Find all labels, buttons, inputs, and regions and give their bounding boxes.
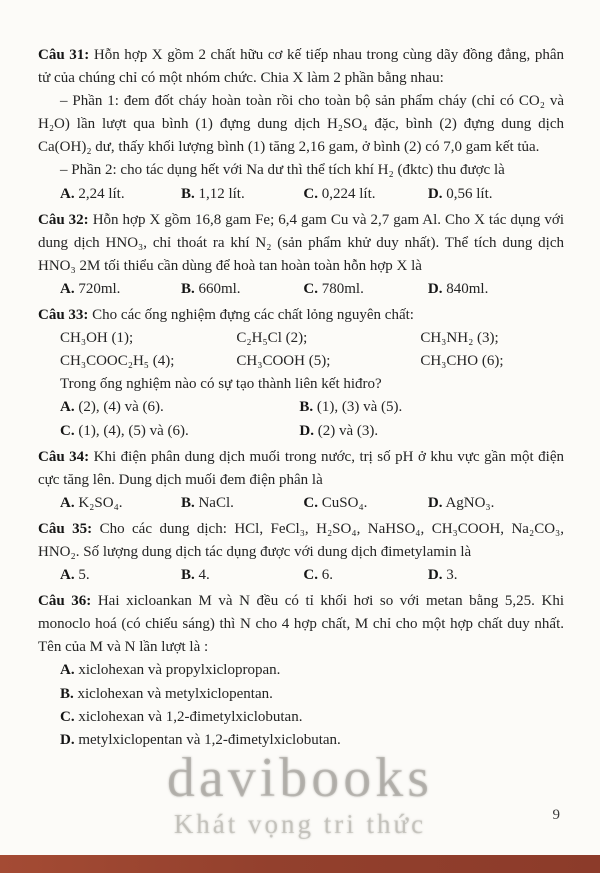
chemical-3: CH₃NH₂ (3); — [420, 330, 499, 347]
question-35-head — [38, 518, 564, 564]
question-31-option-a: A. 2,24 lít. — [60, 185, 125, 202]
question-32-option-b: B. 660ml. — [180, 280, 241, 297]
question-36-head — [38, 590, 564, 659]
question-31-option-c: C. 0,224 lít. — [303, 185, 376, 202]
question-35-number: Câu 35: — [38, 520, 93, 537]
question-31-option-d: D. 0,56 lít. — [427, 185, 493, 202]
question-32-option-c: C. 780ml. — [303, 280, 364, 297]
question-34-option-d: D. AgNO₃. — [427, 494, 495, 511]
watermark-title: davibooks — [166, 747, 434, 809]
question-34-option-b: B. NaCl. — [180, 494, 234, 511]
question-35-option-c: C. 6. — [303, 567, 334, 584]
question-35-options — [38, 564, 564, 587]
question-35-option-d: D. 3. — [427, 567, 458, 584]
question-32-head — [38, 209, 564, 278]
question-34 — [38, 446, 564, 515]
chemical-5: CH₃COOH (5); — [236, 353, 331, 370]
question-35-option-a: A. 5. — [60, 567, 90, 584]
question-33-option-c: C. (1), (4), (5) và (6). — [60, 422, 189, 439]
question-31-options — [38, 183, 564, 206]
question-35 — [38, 518, 564, 587]
question-36-option-a: A. xiclohexan và propylxiclopropan. — [60, 662, 281, 679]
question-32-body: Hỗn hợp X gồm 16,8 gam Fe; 6,4 gam Cu và 2,7 gam Al. Cho X tác dụng với dung dịch HNO₃, chỉ thoát ra khí N₂ (sản phẩm khử duy nhất). Thể tích dung dịch HNO₃ 2M tối thiểu cần dùng để hoà tan hoàn toàn hỗn hợp X là — [38, 211, 565, 274]
chemical-2: C₂H₅Cl (2); — [236, 330, 308, 347]
watermark-subtitle: Khát vọng tri thức — [173, 809, 427, 839]
question-31 — [38, 44, 564, 206]
question-36-option-d: D. metylxiclopentan và 1,2-đimetylxiclobutan. — [60, 731, 341, 748]
question-36 — [38, 590, 564, 752]
question-33-head — [38, 304, 564, 327]
publisher-watermark — [0, 747, 600, 840]
question-32-options — [38, 278, 564, 301]
question-32-option-d: D. 840ml. — [427, 280, 489, 297]
question-31-part-1: – Phần 1: đem đốt cháy hoàn toàn rồi cho toàn bộ sản phẩm cháy (chỉ có CO₂ và H₂O) lần lượt qua bình (1) đựng dung dịch H₂SO₄ đặc, bình (2) đựng dung dịch Ca(OH)₂ dư, thấy khối lượng bình (1) tăng 2,16 gam, ở bình (2) có 7,0 gam kết tủa. — [38, 93, 564, 156]
question-33-option-b: B. (1), (3) và (5). — [299, 399, 403, 416]
footer-decoration-bar — [0, 855, 600, 873]
question-33-subquestion: Trong ống nghiệm nào có sự tạo thành liên kết hiđro? — [60, 376, 382, 393]
question-34-body: Khi điện phân dung dịch muối trong nước, trị số pH ở khu vực gần một điện cực tăng lên. Dung dịch muối đem điện phân là — [38, 448, 564, 488]
page-number: 9 — [552, 807, 560, 823]
question-33-body: Cho các ống nghiệm đựng các chất lỏng nguyên chất: — [92, 307, 414, 324]
chemical-6: CH₃CHO (6); — [420, 353, 504, 370]
question-33-number: Câu 33: — [38, 307, 89, 324]
question-31-number: Câu 31: — [38, 47, 90, 63]
page-content — [38, 44, 564, 755]
question-36-number: Câu 36: — [38, 593, 92, 610]
question-34-option-c: C. CuSO₄. — [303, 494, 368, 511]
question-31-head — [38, 44, 564, 90]
question-31-body: Hỗn hợp X gồm 2 chất hữu cơ kế tiếp nhau trong cùng dãy đồng đẳng, phân tử của chúng chỉ có một nhóm chức. Chia X làm 2 phần bằng nhau: — [38, 47, 565, 87]
question-34-number: Câu 34: — [38, 448, 90, 465]
question-36-option-b: B. xiclohexan và metylxiclopentan. — [60, 685, 273, 702]
question-35-body: Cho các dung dịch: HCl, FeCl₃, H₂SO₄, NaHSO₄, CH₃COOH, Na₂CO₃, HNO₂. Số lượng dung dịch tác dụng được với dung dịch đimetylamin là — [38, 520, 565, 560]
question-33-chemical-list — [38, 327, 564, 373]
question-36-body: Hai xicloankan M và N đều có tỉ khối hơi so với metan bằng 5,25. Khi monoclo hoá (có chiếu sáng) thì N cho 4 hợp chất, M chỉ cho một hợp chất duy nhất. Tên của M và N lần lượt là : — [38, 593, 564, 656]
chemical-4: CH₃COOC₂H₅ (4); — [60, 353, 175, 370]
question-32-number: Câu 32: — [38, 211, 89, 228]
chemical-1: CH₃OH (1); — [60, 330, 134, 347]
question-34-options — [38, 492, 564, 515]
question-32-option-a: A. 720ml. — [60, 280, 121, 297]
question-31-part-2: – Phần 2: cho tác dụng hết với Na dư thì thể tích khí H₂ (đktc) thu được là — [60, 162, 505, 179]
question-34-head — [38, 446, 564, 492]
question-33-options — [38, 396, 564, 442]
question-32 — [38, 209, 564, 301]
question-33-option-a: A. (2), (4) và (6). — [60, 399, 164, 416]
question-33-option-d: D. (2) và (3). — [299, 422, 379, 439]
question-33 — [38, 304, 564, 443]
question-36-option-c: C. xiclohexan và 1,2-đimetylxiclobutan. — [60, 708, 303, 725]
question-34-option-a: A. K₂SO₄. — [60, 494, 123, 511]
question-31-option-b: B. 1,12 lít. — [180, 185, 245, 202]
question-35-option-b: B. 4. — [180, 567, 210, 584]
